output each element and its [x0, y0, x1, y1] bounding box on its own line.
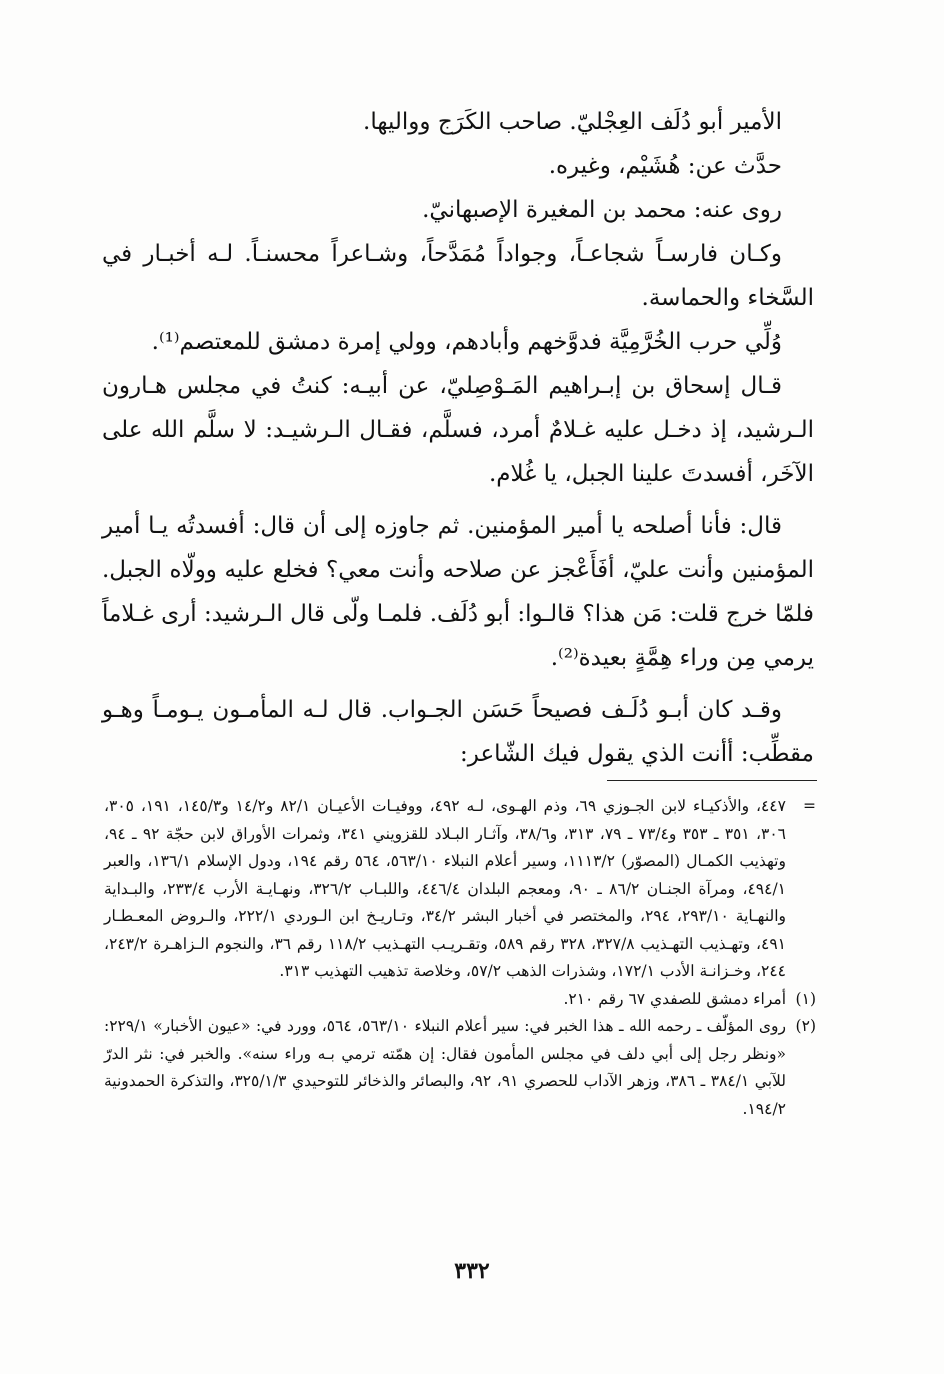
paragraph-title-line: الأمير أبو دُلَف العِجْليّ. صاحب الكَرَج وواليها. — [363, 109, 782, 135]
paragraph-description: وكـان فارسـاً شجاعـاً، وجواداً مُمَدَّحاً، وشـاعراً محسنـاً. لـه أخبـار في السَّخاء والحماسة. — [102, 241, 814, 311]
paragraph-anecdote-ishaq: قـال إسحاق بن إبـراهيم المَـوْصِليّ، عن أبيـه: كنتُ في مجلس هـارون الـرشيد، إذ دخـل عليه غـلامٌ أمرد، فسلَّم، فقـال الـرشيـد: لا سلَّم الله على الآخَر، أفسدتَ علينا الجبل، يا غُلام. — [102, 373, 814, 487]
footnote-continued — [104, 793, 816, 986]
page-number: ٣٣٢ — [454, 1258, 490, 1284]
paragraph-narrated-by: روى عنه: محمد بن المغيرة الإصبهانيّ. — [422, 197, 782, 223]
footnote-1-mark: (١) — [795, 989, 816, 1008]
footnote-2 — [104, 1013, 816, 1123]
footnote-1-text: أمراء دمشق للصفدي ٦٧ رقم ٢١٠. — [563, 989, 786, 1008]
paragraph-anecdote-reply: قال: فأنا أصلحه يا أمير المؤمنين. ثم جاوزه إلى أن قال: أفسدتُه يـا أمير المؤمنين وأنت عليّ، أفَأَعْجز عن صلاحه وأنت معي؟ فخلع عليه وولّاه الجبل. فلمّا خرج قلت: مَن هذا؟ قالـوا: أبو دُلَف. فلمـا ولّى قال الـرشيد: أرى غـلاماً يرمي مِن وراء هِمَّةٍ بعيدة⁽²⁾. — [102, 513, 815, 671]
paragraph-mamun: وقـد كان أبـو دُلَـف فصيحاً حَسَن الجـواب. قال لـه المأمـون يـومـاً وهـو مقطِّب: أأنت الذي يقول فيك الشّاعر: — [102, 697, 814, 767]
footnote-2-text: روى المؤلّف ـ رحمه الله ـ هذا الخبر في: سير أعلام النبلاء ٥٦٣/١٠، ٥٦٤، وورد في: «عيون الأخبار» ٢٢٩/١: «ونظر رجل إلى أبي دلف في مجلس المأمون فقال: إن همّته ترمي بـه وراء سنه». والخبر في: نثر الدرّ للآبي ٣٨٤/١ ـ ٣٨٦، وزهر الآداب للحصري ٩١، ٩٢، والبصائر والذخائر للتوحيدي ٣٢٥/١/٣، والتذكرة الحمدونية ١٩٤/٢. — [104, 1017, 786, 1118]
footnote-2-mark: (٢) — [795, 1017, 816, 1035]
paragraph-narrated-from: حدَّث عن: هُشَيْم، وغيره. — [548, 153, 782, 179]
footnote-continued-text: ٤٤٧، والأذكيـاء لابن الجـوزي ٦٩، وذم الهـوى، لـه ٤٩٢، ووفيـات الأعيـان ٨٢/١ و١٤/٢ و١٤٥/٣، ١٩١، ٣٠٥، ٣٠٦، ٣٥١ ـ ٣٥٣ و٧٣/٤ ـ ٧٩، ٣١٣، و٣٨/٦، وآثـار البـلاد للقزويني ٣٤١، وثمرات الأوراق لابن حجّة ٩٢ ـ ٩٤، وتهذيب الكمـال (المصوّر) ١١١٣/٢، وسير أعلام النبلاء ٥٦٣/١٠، ٥٦٤ رقم ١٩٤، ودول الإسلام ١٣٦/١، والعبر ٤٩٤/١، ومرآة الجنـان ٨٦/٢ ـ ٩٠، ومعجم البلدان ٤٤٦/٤، واللبـاب ٣٢٦/٢، ونهـايـة الأرب ٢٣٣/٤، والبـداية والنهـاية ٢٩٣/١٠، ٢٩٤، والمختصر في أخبار البشر ٣٤/٢، وتـاريـخ ابن الـوردي ٢٢٢/١، والـروض المعـطـار ٤٩١، وتهـذيب التهـذيب ٣٢٧/٨، ٣٢٨ رقم ٥٨٩، وتقـريـب التهـذيب ١١٨/٢ رقم ٣٦، والنجوم الـزاهـرة ٢٤٣/٢، ٢٤٤، وخـزانـة الأدب ١٧٢/١، وشذرات الذهب ٥٧/٢، وخلاصة تذهيب التهذيب ٣١٣. — [104, 797, 787, 980]
footnote-divider — [607, 780, 817, 781]
main-text — [102, 100, 814, 776]
footnotes — [104, 793, 816, 1123]
paragraph-governance: وُلِّي حرب الخُرَّمِيَّة فدوَّخهم وأبادهم، وولي إمرة دمشق للمعتصم⁽¹⁾. — [151, 329, 782, 355]
footnote-1 — [104, 986, 816, 1014]
footnote-continued-mark: = — [803, 797, 816, 815]
